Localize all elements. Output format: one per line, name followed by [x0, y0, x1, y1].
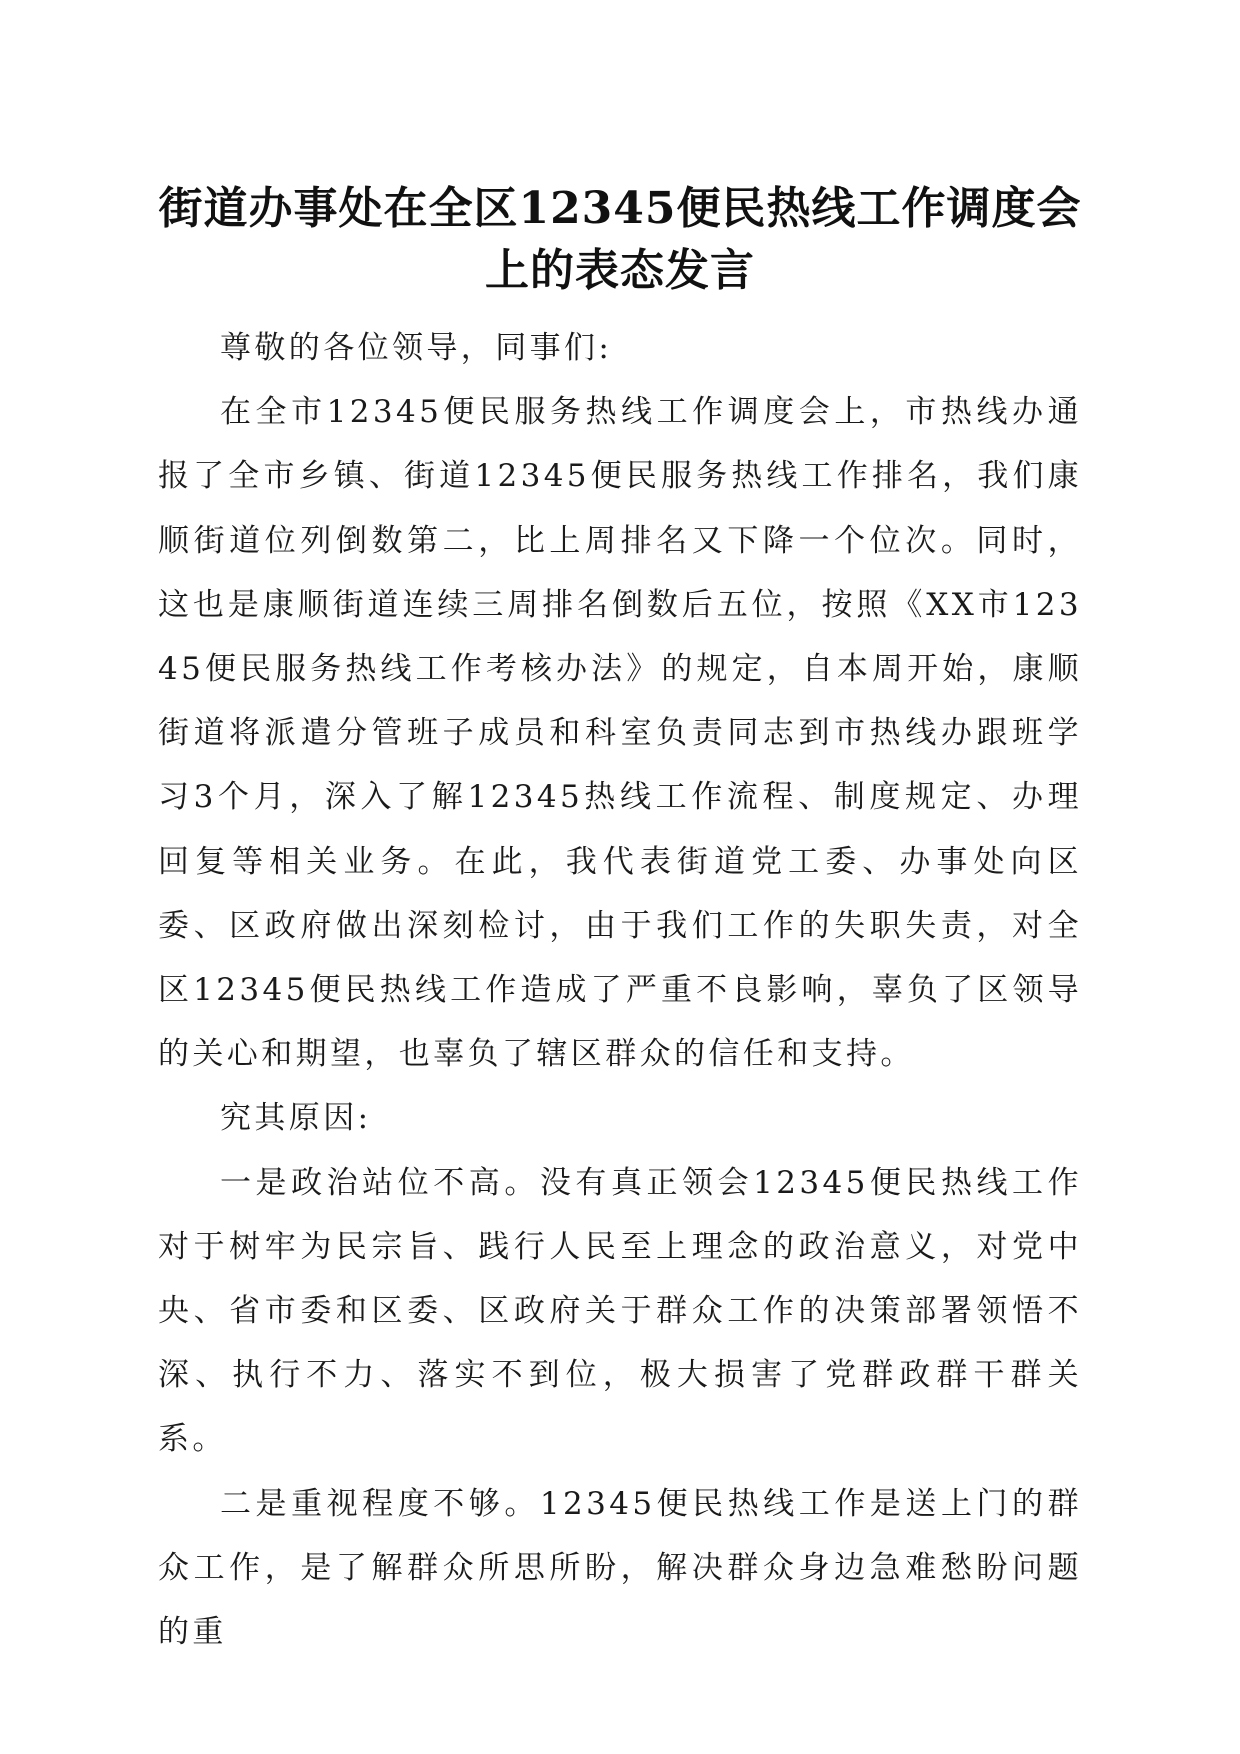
document-body: [158, 316, 1082, 1664]
salutation: 尊敬的各位领导，同事们:: [220, 330, 613, 366]
paragraph-reason-one: 一是政治站位不高。没有真正领会12345便民热线工作对于树牢为民宗旨、践行人民至上理念的政治意义，对党中央、省市委和区委、区政府关于群众工作的决策部署领悟不深、执行不力、落实不到位，极大损害了党群政群干群关系。: [158, 1164, 1082, 1458]
paragraph-reasons-heading: 究其原因:: [220, 1100, 372, 1137]
paragraph-reason-two: 二是重视程度不够。12345便民热线工作是送上门的群众工作，是了解群众所思所盼，解决群众身边急难愁盼问题的重: [158, 1485, 1082, 1651]
title-line-2: 上的表态发言: [485, 245, 755, 296]
paragraph-intro: 在全市12345便民服务热线工作调度会上，市热线办通报了全市乡镇、街道12345便民服务热线工作排名，我们康顺街道位列倒数第二，比上周排名又下降一个位次。同时，这也是康顺街道连续三周排名倒数后五位，按照《XX市12345便民服务热线工作考核办法》的规定，自本周开始，康顺街道将派遣分管班子成员和科室负责同志到市热线办跟班学习3个月，深入了解12345热线工作流程、制度规定、办理回复等相关业务。在此，我代表街道党工委、办事处向区委、区政府做出深刻检讨，由于我们工作的失职失责，对全区12345便民热线工作造成了严重不良影响，辜负了区领导的关心和期望，也辜负了辖区群众的信任和支持。: [158, 394, 1082, 1073]
document-title: [150, 178, 1090, 302]
title-line-1: 街道办事处在全区12345便民热线工作调度会: [158, 183, 1082, 234]
